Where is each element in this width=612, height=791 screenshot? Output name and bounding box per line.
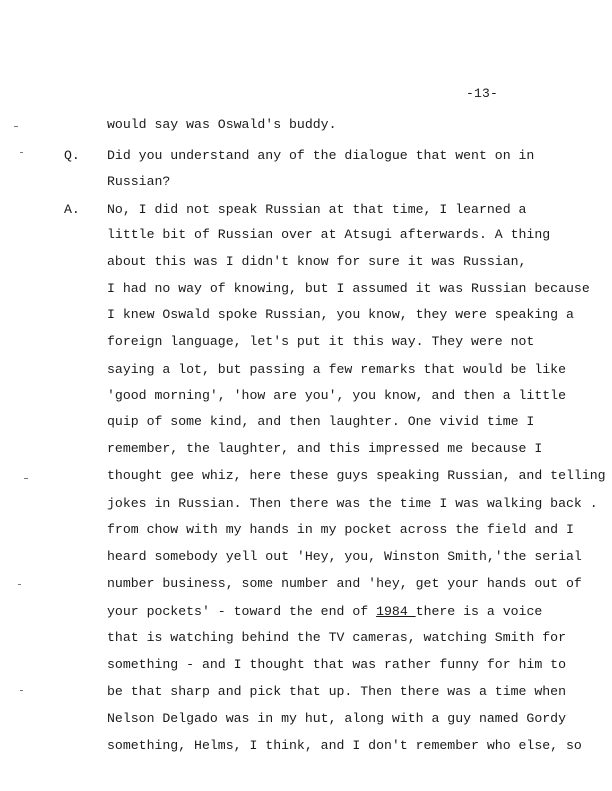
text-line: Did you understand any of the dialogue that went on in [107,148,535,163]
answer-marker: A. [64,202,80,217]
scan-speck [20,690,23,691]
scan-speck [18,584,21,585]
text-segment: there is a voice [415,604,543,619]
text-line: from chow with my hands in my pocket across the field and I [107,522,574,537]
text-line [107,604,542,620]
text-line: thought gee whiz, here these guys speaking Russian, and telling [107,468,606,483]
question-marker: Q. [64,148,80,163]
text-line: number business, some number and 'hey, get your hands out of [107,576,582,591]
underlined-year: 1984 [376,604,416,619]
text-line: Nelson Delgado was in my hut, along with a guy named Gordy [107,711,566,726]
text-line: about this was I didn't know for sure it was Russian, [107,254,527,269]
text-line: something - and I thought that was rather funny for him to [107,657,566,672]
text-line: remember, the laughter, and this impressed me because I [107,441,543,456]
scan-speck [20,152,23,153]
text-line: No, I did not speak Russian at that time, I learned a [107,202,527,217]
text-line: I knew Oswald spoke Russian, you know, they were speaking a [107,307,574,322]
text-line: little bit of Russian over at Atsugi afterwards. A thing [107,227,551,242]
text-segment: your pockets' - toward the end of [107,604,377,619]
text-line: something, Helms, I think, and I don't remember who else, so [107,738,582,753]
text-line: heard somebody yell out 'Hey, you, Winston Smith,'the serial [107,549,582,564]
text-line: foreign language, let's put it this way. They were not [107,334,535,349]
text-line: be that sharp and pick that up. Then there was a time when [107,684,566,699]
page-number: -13- [466,86,499,101]
text-line: Russian? [107,174,171,189]
scan-speck [24,478,28,479]
text-line: jokes in Russian. Then there was the time I was walking back . [107,496,598,511]
text-line: that is watching behind the TV cameras, watching Smith for [107,630,566,645]
scan-speck [14,126,18,127]
text-line: I had no way of knowing, but I assumed it was Russian because [107,281,590,296]
text-line: 'good morning', 'how are you', you know, and then a little [107,388,566,403]
text-line: quip of some kind, and then laughter. One vivid time I [107,414,535,429]
text-line: saying a lot, but passing a few remarks that would be like [107,362,566,377]
text-line: would say was Oswald's buddy. [107,117,337,132]
